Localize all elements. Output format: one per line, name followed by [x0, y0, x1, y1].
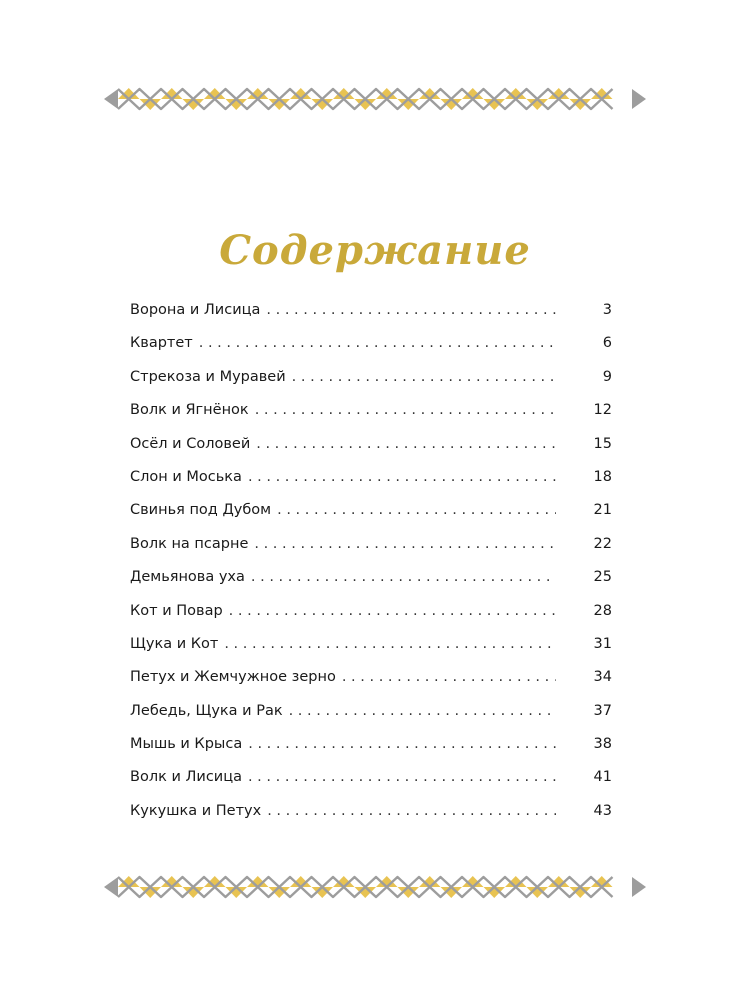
toc-entry-title: Квартет — [130, 335, 193, 352]
dot-leader — [229, 603, 556, 619]
toc-page-number: 22 — [593, 535, 612, 552]
toc-page-number: 25 — [593, 569, 612, 586]
toc-entry-title: Петух и Жемчужное зерно — [130, 669, 336, 686]
toc-page-number: 41 — [593, 769, 612, 786]
dot-leader — [277, 502, 556, 518]
dot-leader — [248, 469, 556, 485]
toc-entry-title: Лебедь, Щука и Рак — [130, 702, 283, 719]
dot-leader — [254, 536, 556, 552]
top-ornament-border — [104, 86, 646, 112]
dot-leader — [267, 803, 556, 819]
toc-entry-title: Кукушка и Петух — [130, 802, 262, 819]
dot-leader — [224, 636, 556, 652]
ornament-bottom-svg — [104, 874, 646, 900]
toc-page-number: 15 — [593, 435, 612, 452]
toc-row — [130, 769, 612, 802]
toc-entry-title: Слон и Моська — [130, 468, 242, 485]
dot-leader — [255, 402, 556, 418]
dot-leader — [266, 302, 556, 318]
toc-row — [130, 469, 612, 502]
toc-entry-title: Волк и Ягнёнок — [130, 402, 249, 419]
toc-row — [130, 603, 612, 636]
toc-page-number: 21 — [593, 502, 612, 519]
ornament-end-right — [632, 877, 646, 897]
toc-page-number: 31 — [593, 635, 612, 652]
toc-page-number: 12 — [593, 402, 612, 419]
bottom-ornament-border — [104, 874, 646, 900]
dot-leader — [256, 436, 556, 452]
toc-row — [130, 369, 612, 402]
page-title: Содержание — [219, 226, 531, 274]
ornament-top-svg — [104, 86, 646, 112]
toc-row — [130, 736, 612, 769]
toc-row — [130, 703, 612, 736]
toc-page-number: 3 — [602, 302, 612, 318]
toc-row — [130, 402, 612, 435]
toc-entry-title: Стрекоза и Муравей — [130, 368, 286, 385]
dot-leader — [289, 703, 556, 719]
toc-entry-title: Кот и Повар — [130, 602, 223, 619]
toc-entry-title: Волк на псарне — [130, 535, 249, 552]
dot-leader — [199, 335, 556, 351]
toc-page-number: 43 — [593, 802, 612, 819]
toc-entry-title: Мышь и Крыса — [130, 736, 243, 753]
toc-row — [130, 335, 612, 368]
toc-page-number: 34 — [593, 669, 612, 686]
toc-row — [130, 569, 612, 602]
dot-leader — [251, 569, 556, 585]
toc-page-number: 37 — [593, 702, 612, 719]
ornament-end-left — [104, 89, 118, 109]
dot-leader — [248, 769, 556, 785]
toc-page-number: 9 — [602, 368, 612, 385]
ornament-end-left — [104, 877, 118, 897]
toc-page-number: 6 — [602, 335, 612, 352]
toc-page-number: 28 — [593, 602, 612, 619]
toc-row — [130, 803, 612, 836]
toc-entry-title: Демьянова уха — [130, 569, 245, 586]
toc-entry-title: Волк и Лисица — [130, 769, 242, 786]
toc-entry-title: Осёл и Соловей — [130, 435, 251, 452]
toc-entry-title: Ворона и Лисица — [130, 302, 261, 318]
toc-page-number: 18 — [593, 468, 612, 485]
ornament-end-right — [632, 89, 646, 109]
dot-leader — [342, 669, 556, 685]
toc-row — [130, 536, 612, 569]
dot-leader — [248, 736, 556, 752]
toc-row — [130, 502, 612, 535]
table-of-contents — [130, 302, 612, 836]
toc-entry-title: Щука и Кот — [130, 635, 219, 652]
toc-row — [130, 436, 612, 469]
toc-entry-title: Свинья под Дубом — [130, 502, 272, 519]
toc-row — [130, 669, 612, 702]
toc-row — [130, 636, 612, 669]
dot-leader — [292, 369, 556, 385]
toc-page-number: 38 — [593, 736, 612, 753]
toc-row — [130, 302, 612, 335]
